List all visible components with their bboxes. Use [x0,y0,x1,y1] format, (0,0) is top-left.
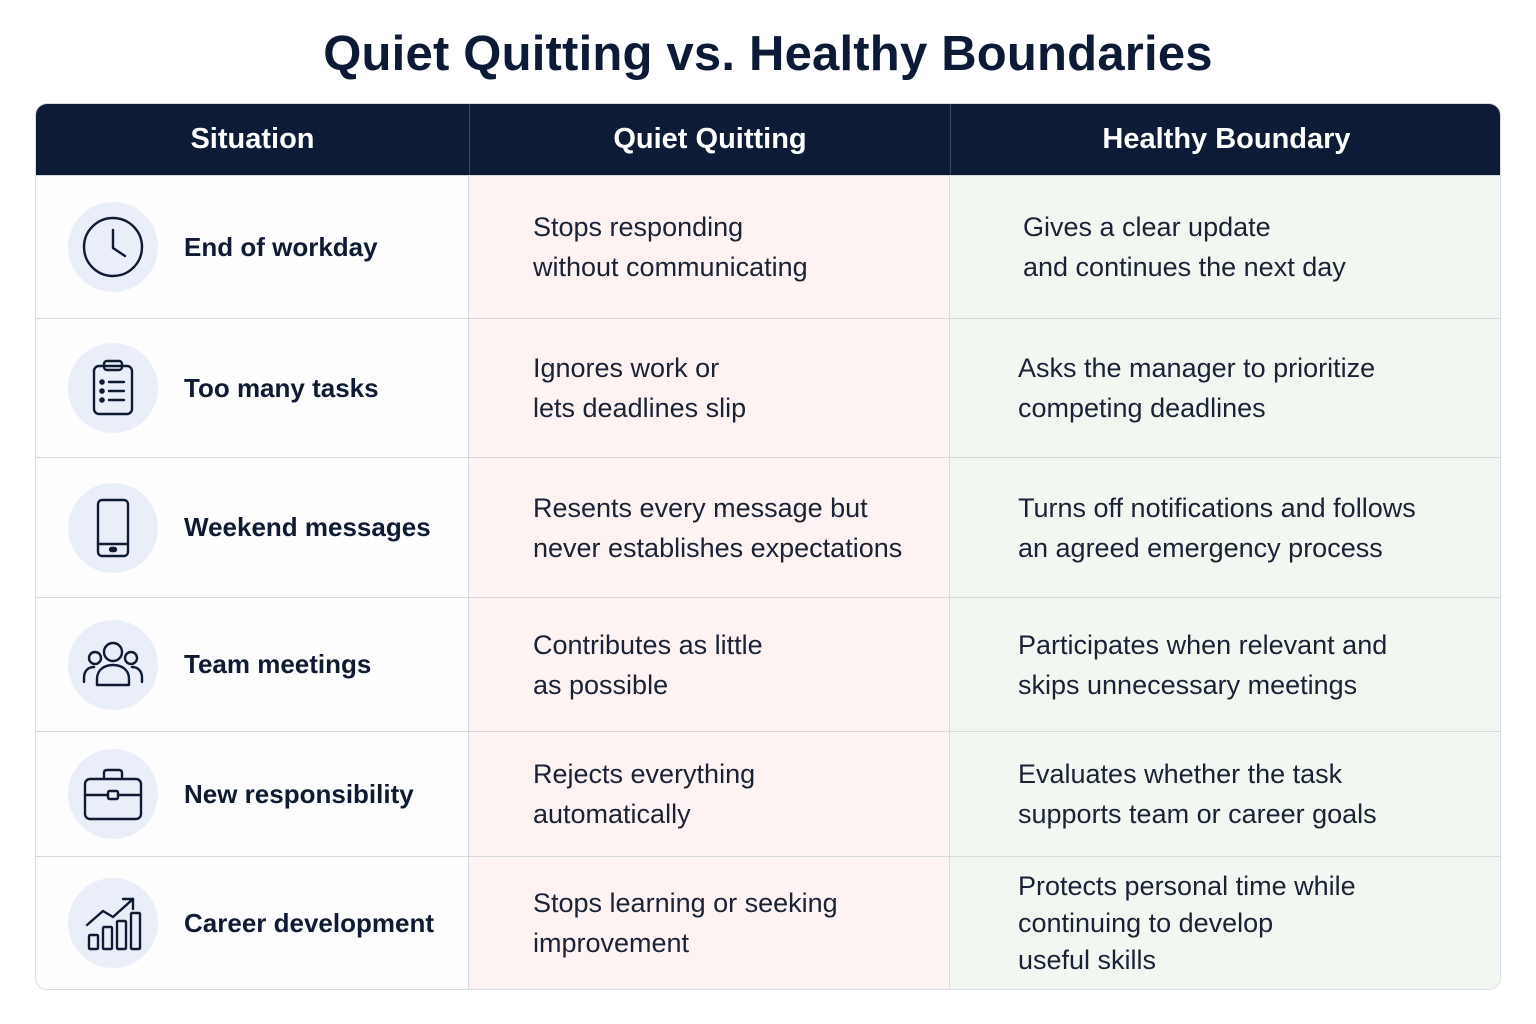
quiet-quitting-cell [469,176,950,318]
column-header-healthy-boundary: Healthy Boundary [950,104,1501,175]
quiet-quitting-text: Contributes as little as possible [533,629,763,700]
column-header-quiet-quitting: Quiet Quitting [469,104,950,175]
situation-cell [36,732,469,856]
smartphone-icon [68,483,158,573]
growth-chart-icon [68,878,158,968]
healthy-boundary-cell [950,598,1501,731]
situation-cell [36,458,469,597]
healthy-boundary-cell [950,857,1501,989]
quiet-quitting-text: Resents every message but never establishes expectations [533,492,903,563]
quiet-quitting-text: Rejects everything automatically [533,759,756,829]
team-icon [68,620,158,710]
healthy-boundary-text: Gives a clear update and continues the next day [1023,212,1346,282]
briefcase-icon [68,749,158,839]
healthy-boundary-text: Evaluates whether the task supports team or career goals [1018,759,1377,829]
quiet-quitting-cell [469,857,950,989]
quiet-quitting-cell [469,319,950,457]
healthy-boundary-cell [950,176,1501,318]
situation-cell [36,598,469,731]
situation-label: Too many tasks [184,372,379,403]
clipboard-list-icon [68,343,158,433]
situation-label: Career development [184,907,434,938]
healthy-boundary-text: Protects personal time while continuing to develop useful skills [1018,870,1356,975]
quiet-quitting-cell [469,598,950,731]
situation-cell [36,319,469,457]
situation-cell [36,857,469,989]
quiet-quitting-text: Stops responding without communicating [533,212,808,282]
quiet-quitting-cell [469,458,950,597]
healthy-boundary-cell [950,458,1501,597]
table-row [36,597,1500,731]
situation-label: End of workday [184,231,378,262]
page-title: Quiet Quitting vs. Healthy Boundaries [323,27,1213,81]
quiet-quitting-text: Ignores work or lets deadlines slip [533,353,747,423]
table-row [36,318,1500,457]
table-row [36,175,1500,318]
table-header [36,104,1500,175]
healthy-boundary-cell [950,732,1501,856]
situation-cell [36,176,469,318]
table-row [36,731,1500,856]
quiet-quitting-cell [469,732,950,856]
table-row [36,856,1500,989]
column-header-situation: Situation [190,123,315,155]
healthy-boundary-text: Asks the manager to prioritize competing deadlines [1018,353,1376,423]
healthy-boundary-text: Turns off notifications and follows an agreed emergency process [1018,492,1416,563]
healthy-boundary-text: Participates when relevant and skips unnecessary meetings [1018,629,1388,700]
healthy-boundary-cell [950,319,1501,457]
clock-icon [68,202,158,292]
situation-label: New responsibility [184,778,414,809]
table-row [36,457,1500,597]
situation-label: Weekend messages [184,512,431,542]
quiet-quitting-text: Stops learning or seeking improvement [533,888,838,958]
situation-label: Team meetings [184,649,372,679]
comparison-table [35,103,1501,990]
